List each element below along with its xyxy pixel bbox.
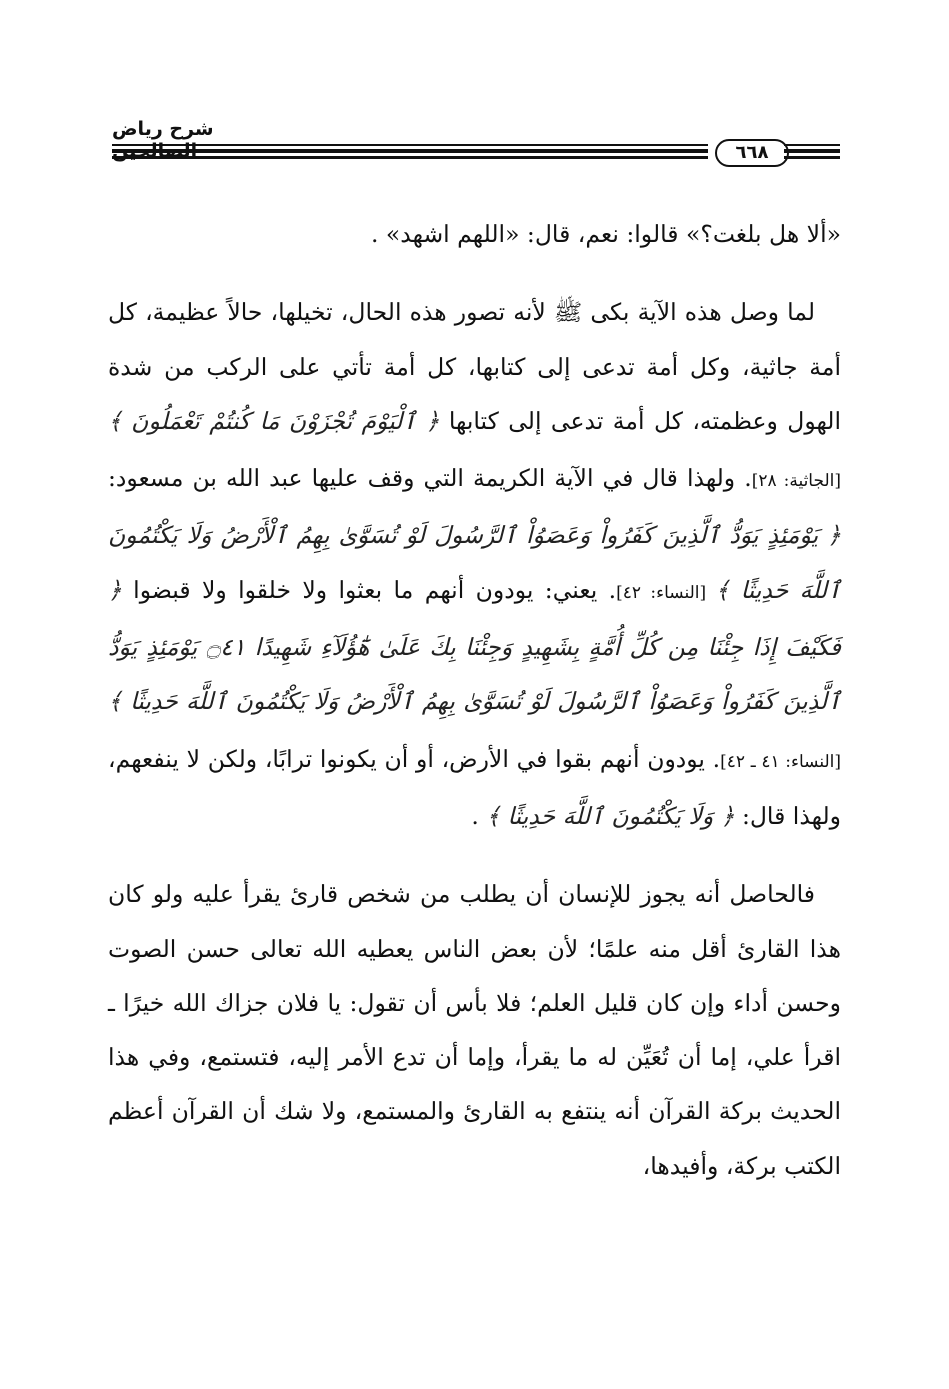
header-rule-right [784, 144, 840, 159]
rule-line [784, 144, 840, 146]
page-number-badge: ٦٦٨ [715, 139, 789, 167]
verse-reference-2: [النساء: ٤٢] [616, 582, 716, 603]
rule-line [784, 149, 840, 153]
paragraph-3 [108, 867, 841, 1193]
verse-reference-1: [الجاثية: ٢٨] [751, 471, 841, 492]
paragraph-2 [108, 285, 841, 843]
rule-line [112, 156, 708, 159]
running-header-title: شرح رياض [112, 118, 214, 140]
quran-verse-2: ﴿ يَوْمَئِذٍ يَوَدُّ ٱلَّذِينَ كَفَرُواْ وَعَصَوُاْ ٱلرَّسُولَ لَوْ تُسَوَّىٰ بِهِمُ ٱلْأَرْضُ وَلَا يَكْتُمُونَ ٱللَّهَ حَدِيثًا ﴾ [108, 521, 841, 604]
paragraph-3-text: فالحاصل أنه يجوز للإنسان أن يطلب من شخص قارئ يقرأ عليه ولو كان هذا القارئ أقل منه علمًا؛ لأن بعض الناس يعطيه الله تعالى حسن الصوت وحسن أداء وإن كان قليل العلم؛ فلا بأس أن تقول: يا فلان جزاك الله خيرًا ـ اقرأ علي، إما أن تُعَيِّن له ما يقرأ، وإما أن تدع الأمر إليه، فتستمع، وفي هذا الحديث بركة القرآن أنه ينتفع به القارئ والمستمع، ولا شك أن القرآن أعظم الكتب بركة، وأفيدها، [108, 880, 841, 1180]
paragraph-2-text-a: لما وصل هذه الآية بكى ﷺ لأنه تصور هذه الحال، تخيلها، حالاً عظيمة، كل أمة جاثية، وكل أمة تدعى إلى كتابها، كل أمة تأتي على الركب من شدة الهول وعظمته، كل أمة تدعى إلى كتابها [108, 298, 841, 435]
verse-reference-3: [النساء: ٤١ ـ ٤٢] [720, 751, 841, 772]
paragraph-2-text-c: . يعني: يودون أنهم ما بعثوا ولا خلقوا ولا قبضوا [121, 575, 617, 604]
page-body [108, 207, 841, 1193]
paragraph-2-text-e: . [471, 801, 487, 830]
paragraph-2-text-d: . يودون أنهم بقوا في الأرض، أو أن يكونوا ترابًا، ولكن لا ينفعهم، ولهذا قال: [108, 744, 841, 830]
quran-verse-1: ﴿ ٱلْيَوْمَ تُجْزَوْنَ مَا كُنتُمْ تَعْمَلُونَ ﴾ [108, 406, 440, 435]
paragraph-1: «ألا هل بلغت؟» قالوا: نعم، قال: «اللهم اشهد» . [370, 220, 841, 248]
header-rule [112, 139, 840, 169]
paragraph-2-text-b: . ولهذا قال في الآية الكريمة التي وقف عليها عبد الله بن مسعود: [108, 464, 752, 493]
rule-line [112, 149, 708, 153]
quran-verse-3: ﴿ فَكَيْفَ إِذَا جِئْنَا مِن كُلِّ أُمَّةٍ بِشَهِيدٍ وَجِئْنَا بِكَ عَلَىٰ هَٰٓؤُلَآءِ شَهِيدًا ۝٤١ يَوْمَئِذٍ يَوَدُّ ٱلَّذِينَ كَفَرُواْ وَعَصَوُاْ ٱلرَّسُولَ لَوْ تُسَوَّىٰ بِهِمُ ٱلْأَرْضُ وَلَا يَكْتُمُونَ ٱللَّهَ حَدِيثًا ﴾ [108, 575, 841, 716]
header-rule-left [112, 144, 708, 159]
rule-line [112, 144, 708, 146]
quran-verse-4: ﴿ وَلَا يَكْتُمُونَ ٱللَّهَ حَدِيثًا ﴾ [486, 801, 735, 830]
rule-line [784, 156, 840, 159]
